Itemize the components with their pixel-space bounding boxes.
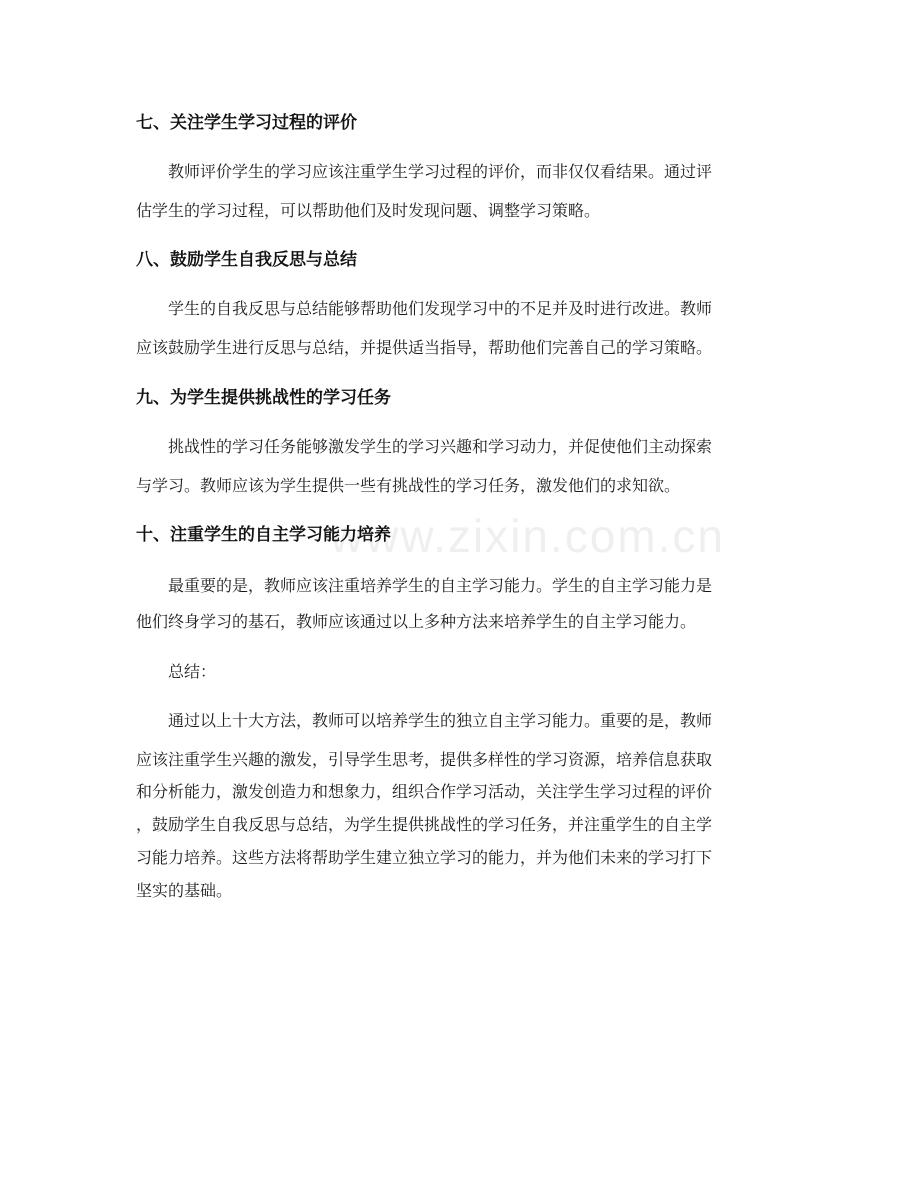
- section-heading-10: 十、注重学生的自主学习能力培养: [136, 525, 391, 545]
- summary-line: 坚实的基础。: [136, 881, 233, 900]
- section-heading-9: 九、为学生提供挑战性的学习任务: [136, 388, 391, 408]
- paragraph-line: 学生的自我反思与总结能够帮助他们发现学习中的不足并及时进行改进。教师: [168, 299, 713, 318]
- summary-line: 通过以上十大方法，教师可以培养学生的独立自主学习能力。重要的是，教师: [168, 711, 713, 730]
- paragraph-line: 教师评价学生的学习应该注重学生学习过程的评价，而非仅仅看结果。通过评: [168, 162, 713, 181]
- paragraph-line: 最重要的是，教师应该注重培养学生的自主学习能力。学生的自主学习能力是: [168, 576, 713, 595]
- section-heading-7: 七、关注学生学习过程的评价: [136, 113, 357, 133]
- paragraph-line: 挑战性的学习任务能够激发学生的学习兴趣和学习动力，并促使他们主动探索: [168, 437, 713, 456]
- paragraph-line: 应该鼓励学生进行反思与总结，并提供适当指导，帮助他们完善自己的学习策略。: [136, 338, 713, 357]
- summary-line: ，鼓励学生自我反思与总结，为学生提供挑战性的学习任务，并注重学生的自主学: [136, 815, 713, 834]
- paragraph-line: 与学习。教师应该为学生提供一些有挑战性的学习任务，激发他们的求知欲。: [136, 476, 681, 495]
- summary-label: 总结：: [168, 662, 217, 681]
- paragraph-line: 他们终身学习的基石，教师应该通过以上多种方法来培养学生的自主学习能力。: [136, 612, 697, 631]
- summary-line: 应该注重学生兴趣的激发，引导学生思考，提供多样性的学习资源，培养信息获取: [136, 750, 713, 769]
- paragraph-line: 估学生的学习过程，可以帮助他们及时发现问题、调整学习策略。: [136, 201, 601, 220]
- section-heading-8: 八、鼓励学生自我反思与总结: [136, 250, 357, 270]
- summary-line: 和分析能力，激发创造力和想象力，组织合作学习活动，关注学生学习过程的评价: [136, 782, 713, 801]
- watermark: www.zixin.com.cn: [330, 510, 725, 562]
- summary-line: 习能力培养。这些方法将帮助学生建立独立学习的能力，并为他们未来的学习打下: [136, 848, 713, 867]
